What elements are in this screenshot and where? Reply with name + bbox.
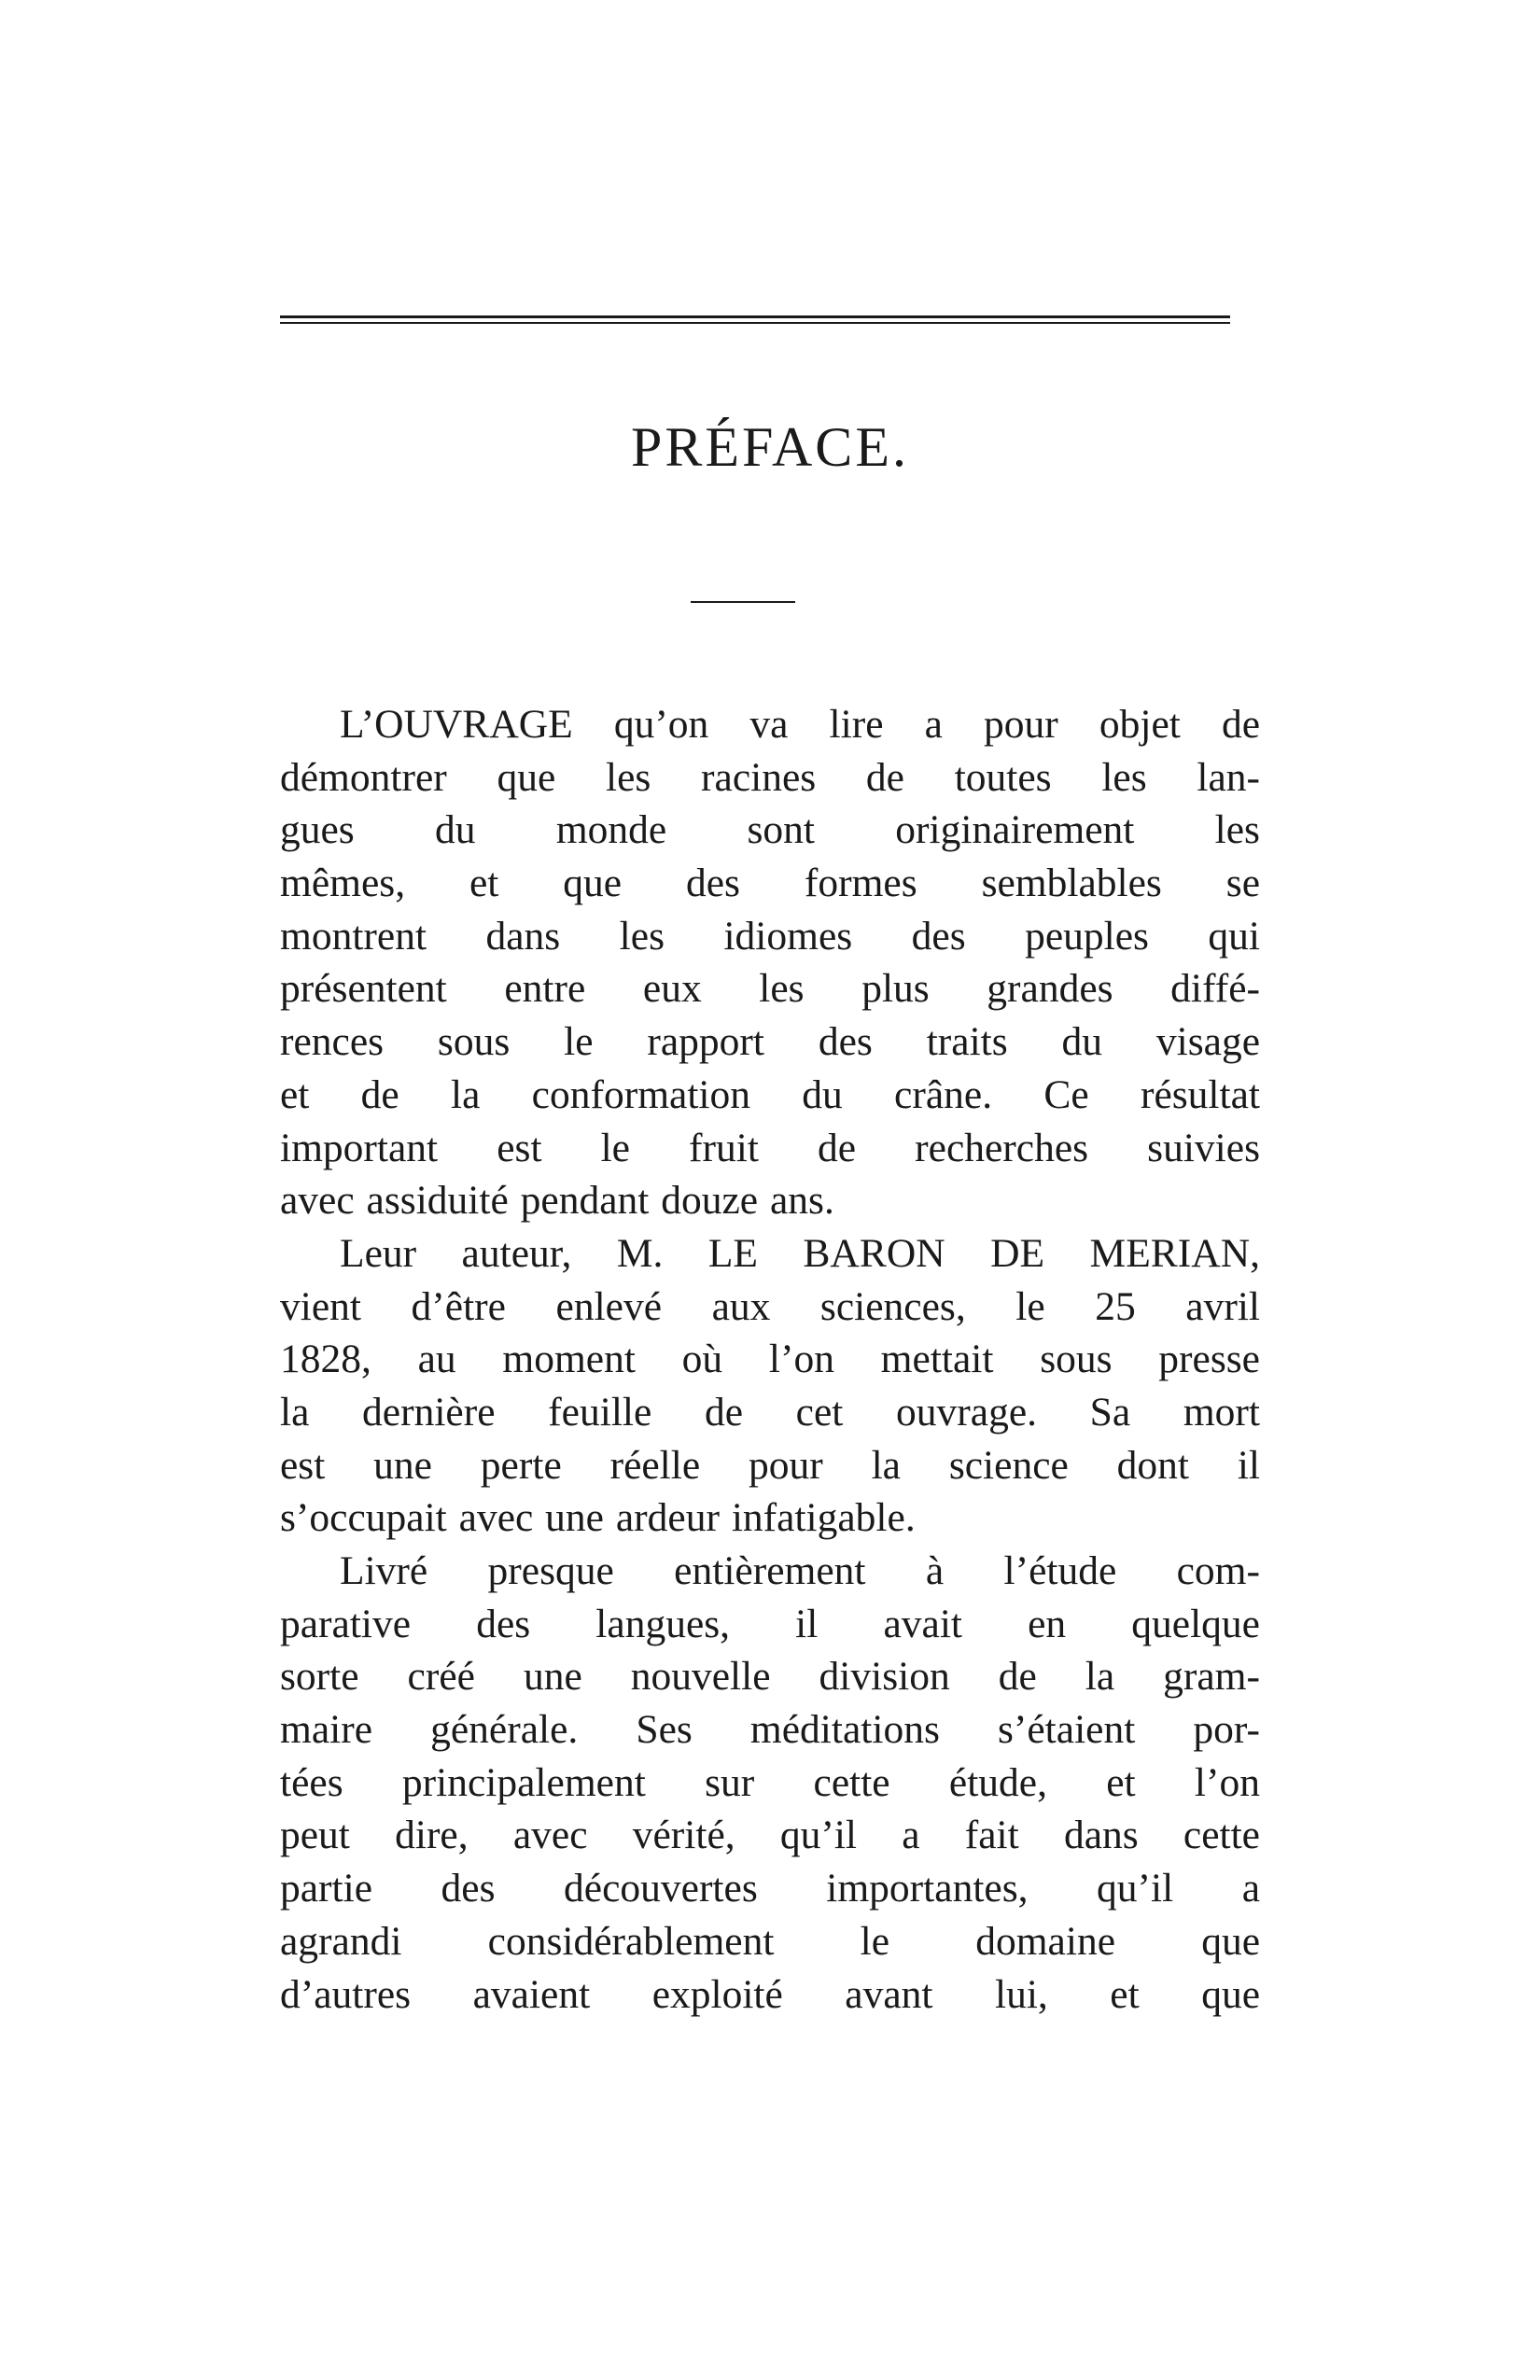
text-line: Leur auteur, M. LE BARON DE MERIAN,: [340, 1230, 1260, 1276]
text-line: sorte créé une nouvelle division de la gram-: [280, 1654, 1260, 1700]
text-line: mêmes, et que des formes semblables se: [280, 861, 1260, 906]
paragraph-1: [280, 698, 1260, 1227]
text-line: d’autres avaient exploité avant lui, et que: [280, 1971, 1260, 2017]
text-line: est une perte réelle pour la science dont il: [280, 1442, 1260, 1488]
text-line: Livré presque entièrement à l’étude com-: [340, 1548, 1260, 1593]
header-double-rule: [280, 315, 1230, 325]
header-rule-thin: [280, 322, 1230, 324]
text-line: la dernière feuille de cet ouvrage. Sa mort: [280, 1389, 1260, 1435]
text-line: rences sous le rapport des traits du visage: [280, 1019, 1260, 1065]
text-line: vient d’être enlevé aux sciences, le 25 avril: [280, 1283, 1260, 1329]
paragraph-2: [280, 1227, 1260, 1545]
text-line: maire générale. Ses méditations s’étaient por-: [280, 1707, 1260, 1753]
text-line: avec assiduité pendant douze ans.: [280, 1178, 834, 1224]
page-title: PRÉFACE.: [631, 416, 909, 478]
header-rule-thick: [280, 315, 1230, 318]
paragraph-3: [280, 1545, 1260, 2021]
text-line: s’occupait avec une ardeur infatigable.: [280, 1495, 916, 1541]
text-line: gues du monde sont originairement les: [280, 807, 1260, 853]
text-line: agrandi considérablement le domaine que: [280, 1918, 1260, 1964]
text-line: parative des langues, il avait en quelque: [280, 1601, 1260, 1646]
text-line: démontrer que les racines de toutes les lan-: [280, 754, 1260, 800]
text-line: et de la conformation du crâne. Ce résultat: [280, 1071, 1260, 1117]
text-line: partie des découvertes importantes, qu’il a: [280, 1866, 1260, 1911]
text-line: important est le fruit de recherches suivies: [280, 1125, 1260, 1170]
title-separator-rule: [691, 601, 795, 603]
text-line: tées principalement sur cette étude, et l’on: [280, 1759, 1260, 1805]
text-line: présentent entre eux les plus grandes diffé-: [280, 966, 1260, 1012]
text-line: montrent dans les idiomes des peuples qui: [280, 913, 1260, 959]
body-text: [280, 698, 1260, 2021]
text-line: L’OUVRAGE qu’on va lire a pour objet de: [340, 702, 1260, 747]
text-line: 1828, au moment où l’on mettait sous presse: [280, 1337, 1260, 1382]
text-line: peut dire, avec vérité, qu’il a fait dans cette: [280, 1813, 1260, 1858]
